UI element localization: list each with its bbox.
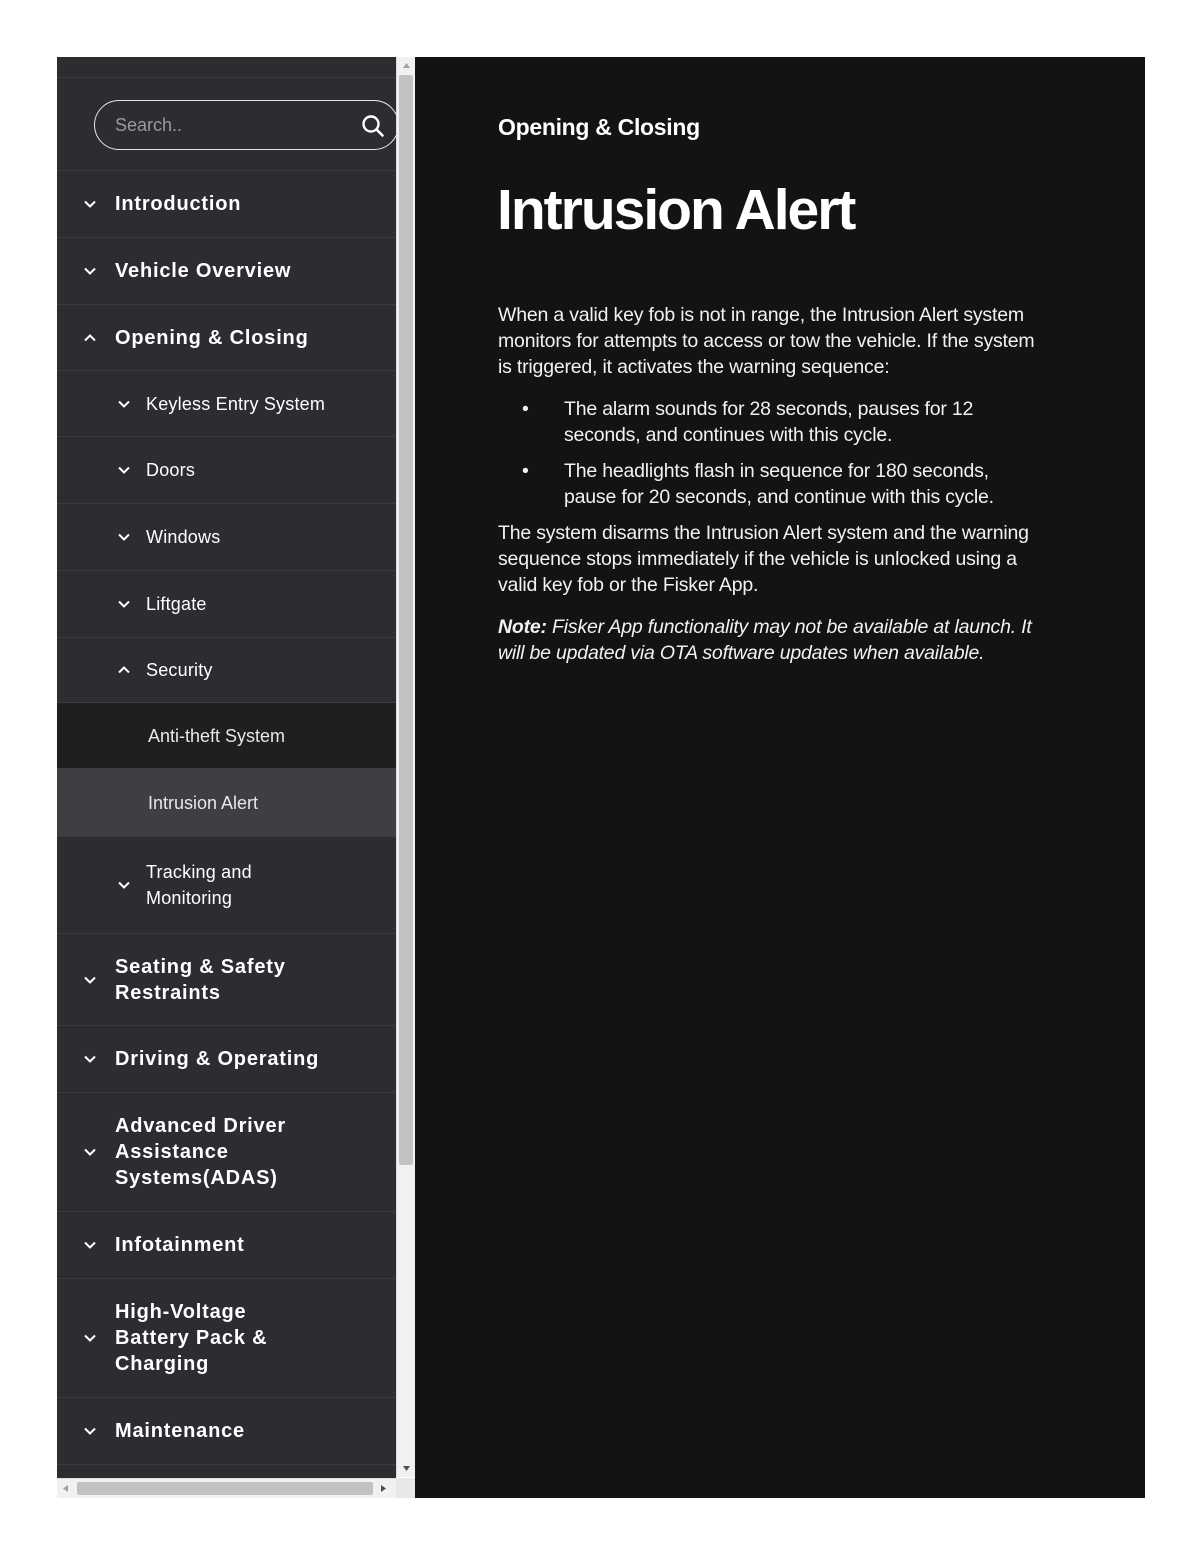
chevron-down-icon <box>83 1238 97 1252</box>
chevron-up-icon <box>83 331 97 345</box>
search-icon[interactable] <box>361 114 385 138</box>
sidebar-horizontal-scrollbar[interactable] <box>57 1478 396 1498</box>
nav-opening-closing[interactable] <box>57 305 396 371</box>
chevron-down-icon <box>83 264 97 278</box>
list-item: • The headlights flash in sequence for 180 seconds, pause for 20 seconds, and continue with this cycle. <box>522 460 994 508</box>
vertical-scroll-thumb[interactable] <box>399 75 413 1165</box>
nav-infotainment[interactable] <box>57 1212 396 1279</box>
nav-anti-theft-system[interactable] <box>57 703 396 769</box>
nav-introduction[interactable] <box>57 171 396 238</box>
chevron-down-icon <box>117 597 131 611</box>
chevron-down-icon <box>117 878 131 892</box>
nav-high-voltage-battery[interactable] <box>57 1279 396 1398</box>
scrollbar-corner <box>396 1478 415 1498</box>
nav-label: Driving & Operating <box>115 1048 320 1070</box>
horizontal-scroll-thumb[interactable] <box>77 1482 373 1495</box>
chevron-up-icon <box>117 663 131 677</box>
nav-driving-operating[interactable] <box>57 1026 396 1093</box>
nav-maintenance[interactable] <box>57 1398 396 1465</box>
nav-label: Security <box>146 660 213 680</box>
chevron-down-icon <box>117 463 131 477</box>
nav-label: Maintenance <box>115 1420 245 1442</box>
note-label: Note: <box>498 616 547 638</box>
bullet-icon: • <box>522 398 529 420</box>
nav-adas[interactable] <box>57 1093 396 1212</box>
search-box[interactable] <box>94 100 396 150</box>
nav-label: Vehicle Overview <box>115 260 292 282</box>
nav-intrusion-alert[interactable] <box>57 769 396 837</box>
nav-label: Opening & Closing <box>115 326 309 349</box>
chevron-down-icon <box>83 1424 97 1438</box>
chevron-down-icon <box>83 1145 97 1159</box>
sidebar <box>57 57 396 1479</box>
sidebar-top-strip <box>57 57 396 78</box>
disarm-paragraph: The system disarms the Intrusion Alert system and the warning sequence stops immediately if the vehicle is unlocked using a valid key fob or the Fisker App. <box>498 522 1029 596</box>
nav-label: Introduction <box>115 193 242 215</box>
scroll-left-arrow-icon[interactable] <box>57 1479 75 1498</box>
nav-label: Seating & Safety Restraints <box>115 955 286 1004</box>
nav-label: Tracking and Monitoring <box>146 862 252 908</box>
nav-label: Keyless Entry System <box>146 393 326 414</box>
search-section <box>57 78 396 171</box>
nav-tracking-monitoring[interactable] <box>57 837 396 934</box>
nav-label: Advanced Driver Assistance Systems(ADAS) <box>115 1115 286 1189</box>
note-paragraph: Note: Fisker App functionality may not be available at launch. It will be updated via OTA software updates when available. <box>498 616 1032 664</box>
nav-doors[interactable] <box>57 437 396 504</box>
nav-label: Anti-theft System <box>148 725 286 746</box>
breadcrumb[interactable]: Opening & Closing <box>498 114 700 140</box>
search-input[interactable] <box>115 113 335 137</box>
nav-label: High-Voltage Battery Pack & Charging <box>115 1301 268 1375</box>
scroll-right-arrow-icon[interactable] <box>374 1479 392 1498</box>
page-title: Intrusion Alert <box>497 178 855 242</box>
chevron-down-icon <box>83 973 97 987</box>
intro-paragraph: When a valid key fob is not in range, the Intrusion Alert system monitors for attempts to access or tow the vehicle. If the system is triggered, it activates the warning sequence: <box>498 304 1035 378</box>
chevron-down-icon <box>83 1052 97 1066</box>
list-item: • The alarm sounds for 28 seconds, pauses for 12 seconds, and continues with this cycle. <box>522 398 974 446</box>
nav-seating-safety[interactable] <box>57 934 396 1026</box>
nav-label: Intrusion Alert <box>148 792 259 813</box>
article-body <box>498 302 1090 682</box>
nav-label: Doors <box>146 460 196 480</box>
bullet-icon: • <box>522 460 529 482</box>
chevron-down-icon <box>117 397 131 411</box>
scroll-down-arrow-icon[interactable] <box>397 1460 416 1477</box>
nav-liftgate[interactable] <box>57 571 396 638</box>
chevron-down-icon <box>83 1331 97 1345</box>
nav-security[interactable] <box>57 638 396 703</box>
nav-vehicle-overview[interactable] <box>57 238 396 305</box>
chevron-down-icon <box>117 530 131 544</box>
opening-closing-submenu <box>57 371 396 934</box>
nav-keyless-entry[interactable] <box>57 371 396 437</box>
nav-windows[interactable] <box>57 504 396 571</box>
chevron-down-icon <box>83 197 97 211</box>
sidebar-vertical-scrollbar[interactable] <box>396 57 415 1477</box>
nav-label: Windows <box>146 527 221 547</box>
main-content <box>415 57 1145 1498</box>
nav-label: Infotainment <box>115 1234 245 1256</box>
scroll-up-arrow-icon[interactable] <box>397 57 416 74</box>
warning-sequence-list <box>498 396 1090 510</box>
nav-label: Liftgate <box>146 594 207 614</box>
